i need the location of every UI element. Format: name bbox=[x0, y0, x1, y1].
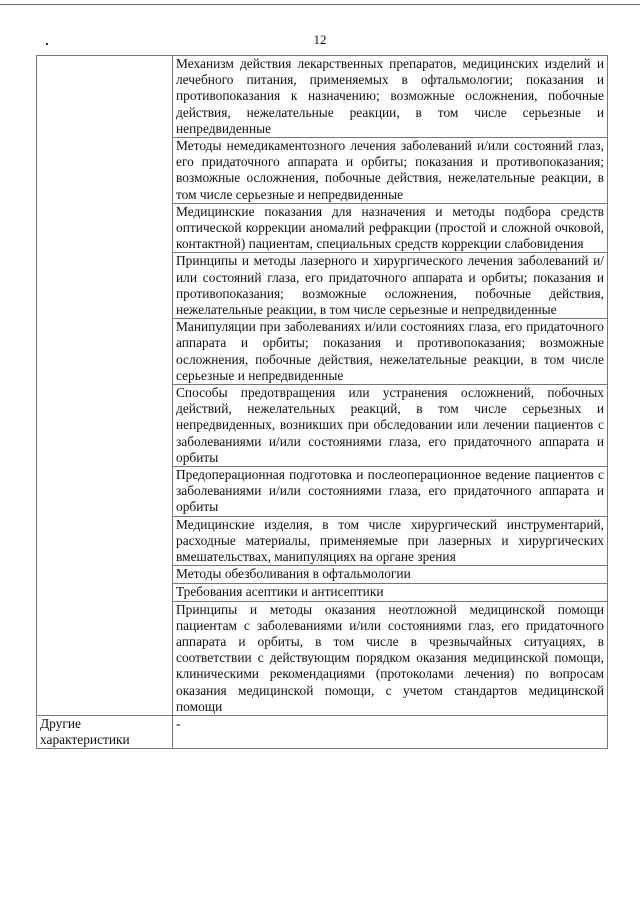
knowledge-table bbox=[36, 55, 608, 749]
knowledge-item: Принципы и методы лазерного и хирургического лечения заболеваний и/или состояний глаза, его придаточного аппарата и орбиты; показания и противопоказания; возможные осложнения, побочные действия, нежелательные реакции, в том числе серьезные и непредвиденные bbox=[173, 253, 608, 319]
knowledge-item: Принципы и методы оказания неотложной медицинской помощи пациентам с заболеваниями и/или состояниями глаз, его придаточного аппарата и орбиты, в том числе в чрезвычайных ситуациях, в соответствии с действующим порядком оказания медицинской помощи, клиническими рекомендациями (протоколами лечения) по вопросам оказания медицинской помощи, с учетом стандартов медицинской помощи bbox=[173, 601, 608, 715]
other-characteristics-value: - bbox=[173, 715, 608, 748]
page-number: 12 bbox=[313, 32, 327, 47]
knowledge-item: Методы обезболивания в офтальмологии bbox=[173, 566, 608, 584]
knowledge-item: Механизм действия лекарственных препаратов, медицинских изделий и лечебного питания, применяемых в офтальмологии; показания и противопоказания к назначению; возможные осложнения, побочные действия, нежелательные реакции, в том числе серьезные и непредвиденные bbox=[173, 56, 608, 138]
knowledge-item: Методы немедикаментозного лечения заболеваний и/или состояний глаз, его придаточного аппарата и орбиты; показания и противопоказания; возможные осложнения, побочные действия, нежелательные реакции, в том числе серьезные и непредвиденные bbox=[173, 138, 608, 204]
knowledge-item: Предоперационная подготовка и послеоперационное ведение пациентов с заболеваниями и/или состояниями глаза, его придаточного аппарата и орбиты bbox=[173, 467, 608, 517]
knowledge-item: Манипуляции при заболеваниях и/или состояниях глаза, его придаточного аппарата и орбиты; показания и противопоказания; возможные осложнения, побочные действия, нежелательные реакции, в том числе серьезные и непредвиденные bbox=[173, 319, 608, 385]
left-cell-empty bbox=[37, 56, 173, 716]
knowledge-item: Способы предотвращения или устранения осложнений, побочных действий, нежелательных реакций, в том числе серьезных и непредвиденных, возникших при обследовании или лечении пациентов с заболеваниями и/или состояниями глаза, его придаточного аппарата и орбиты bbox=[173, 385, 608, 467]
other-characteristics-label: Другие характеристики bbox=[37, 715, 173, 748]
table-row bbox=[37, 715, 608, 748]
top-rule bbox=[0, 4, 640, 5]
knowledge-item: Медицинские показания для назначения и методы подбора средств оптической коррекции аномалий рефракции (простой и сложной очковой, контактной) пациентам, специальных средств коррекции слабовидения bbox=[173, 203, 608, 253]
knowledge-item: Требования асептики и антисептики bbox=[173, 584, 608, 601]
knowledge-item: Медицинские изделия, в том числе хирургический инструментарий, расходные материалы, применяемые при лазерных и хирургических вмешательствах, манипуляциях на органе зрения bbox=[173, 516, 608, 566]
table-row bbox=[37, 56, 608, 138]
